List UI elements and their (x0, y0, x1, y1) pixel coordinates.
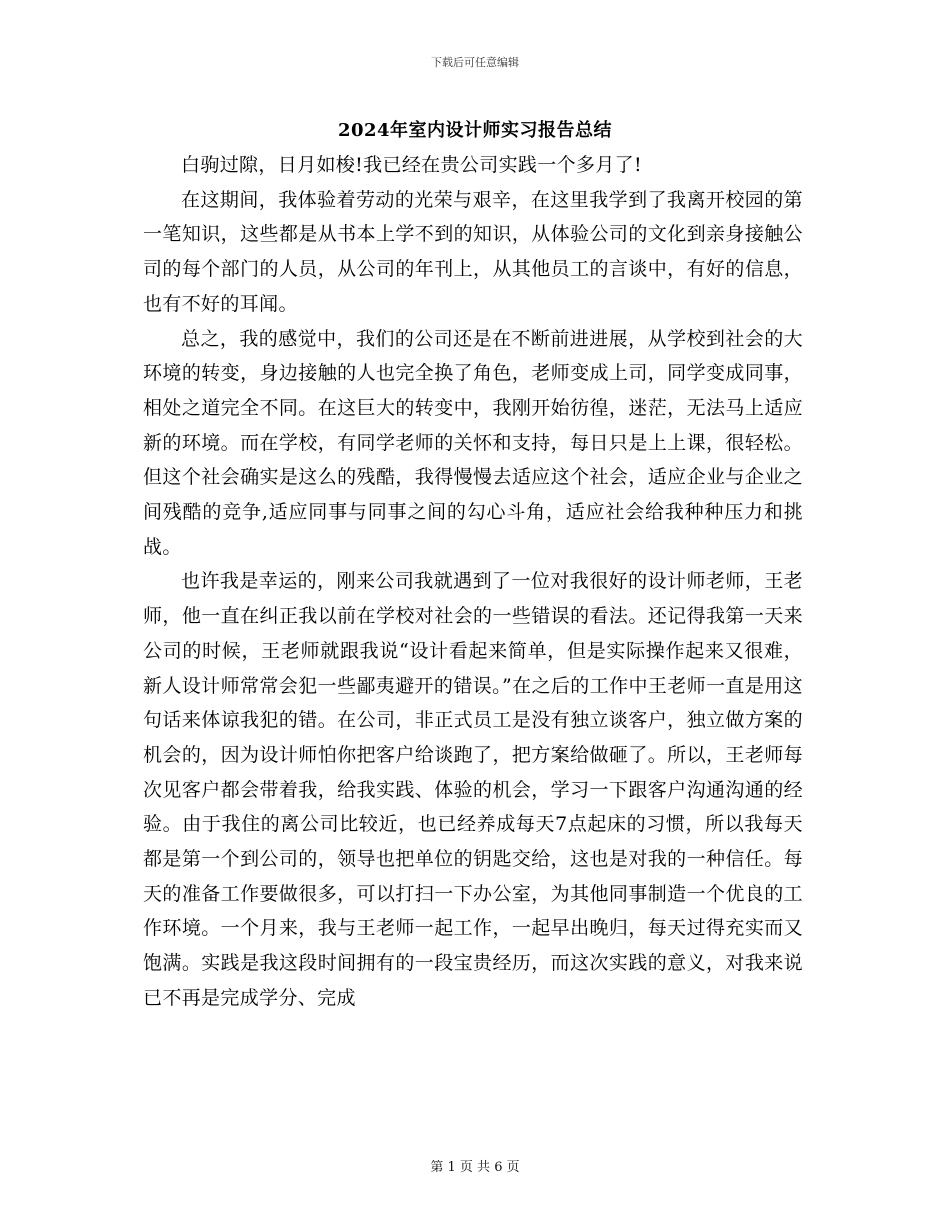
document-title: 2024年室内设计师实习报告总结 (337, 120, 613, 141)
document-body (143, 148, 803, 1016)
paragraph-1: 白驹过隙，日月如梭!我已经在贵公司实践一个多月了! (181, 154, 643, 176)
paragraph-4: 也许我是幸运的，刚来公司我就遇到了一位对我很好的设计师老师，王老师，他一直在纠正我以前在学校对社会的一些错误的看法。还记得我第一天来公司的时候，王老师就跟我说“设计看起来简单，但是实际操作起来又很难，新人设计师常常会犯一些鄙夷避开的错误。”在之后的工作中王老师一直是用这句话来体谅我犯的错。在公司，非正式员工是没有独立谈客户，独立做方案的机会的，因为设计师怕你把客户给谈跑了，把方案给做砸了。所以，王老师每次见客户都会带着我，给我实践、体验的机会，学习一下跟客户沟通沟通的经验。由于我住的离公司比较近，也已经养成每天7点起床的习惯，所以我每天都是第一个到公司的，领导也把单位的钥匙交给，这也是对我的一种信任。每天的准备工作要做很多，可以打扫一下办公室，为其他同事制造一个优良的工作环境。一个月来，我与王老师一起工作，一起早出晚归，每天过得充实而又饱满。实践是我这段时间拥有的一段宝贵经历，而这次实践的意义，对我来说已不再是完成学分、完成 (143, 570, 803, 1009)
paragraph-2: 在这期间，我体验着劳动的光荣与艰辛，在这里我学到了我离开校园的第一笔知识，这些都是从书本上学不到的知识，从体验公司的文化到亲身接触公司的每个部门的人员，从公司的年刊上，从其他员工的言谈中，有好的信息，也有不好的耳闻。 (143, 188, 803, 315)
paragraph-3: 总之，我的感觉中，我们的公司还是在不断前进进展，从学校到社会的大环境的转变，身边接触的人也完全换了角色，老师变成上司，同学变成同事，相处之道完全不同。在这巨大的转变中，我刚开始彷徨，迷茫，无法马上适应新的环境。而在学校，有同学老师的关怀和支持，每日只是上上课，很轻松。但这个社会确实是这么的残酷，我得慢慢去适应这个社会，适应企业与企业之间残酷的竞争,适应同事与同事之间的勾心斗角，适应社会给我种种压力和挑战。 (143, 327, 803, 558)
page-number: 第 1 页 共 6 页 (430, 1160, 520, 1175)
header-note: 下载后可任意编辑 (431, 56, 519, 69)
